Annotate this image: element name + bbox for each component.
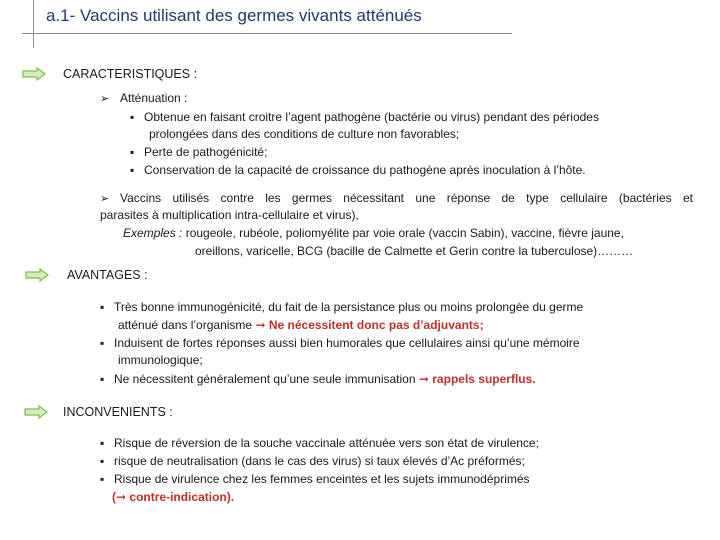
no-adjuvants-emphasis: Ne nécessitent donc pas d’adjuvants; (268, 318, 484, 332)
characteristics-heading: CARACTERISTIQUES : (63, 67, 198, 81)
chevron-right-icon: ➢ (100, 93, 110, 105)
contraindication-emphasis: contre-indication). (126, 490, 235, 504)
list-item: ▪ Très bonne immunogénicité, du fait de la persistance plus ou moins prolongée du germe (100, 300, 584, 314)
arrow-right-icon (22, 67, 46, 81)
bullet-icon: ▪ (100, 436, 105, 450)
boosters-emphasis: rappels superflus. (432, 372, 536, 386)
arrow-right-icon (25, 268, 49, 282)
list-item-continuation: atténué dans l’organisme ➞ Ne nécessitent donc pas d’adjuvants; (118, 318, 484, 332)
bullet-icon: ▪ (100, 454, 105, 468)
list-item: ▪ Perte de pathogénicité; (130, 145, 268, 159)
right-arrow-icon: ➞ (418, 372, 429, 386)
right-arrow-icon: ➞ (255, 318, 266, 332)
chevron-right-icon: ➢ (100, 193, 110, 205)
bullet-icon: ▪ (100, 300, 105, 314)
list-item-continuation: prolongées dans des conditions de culture non favorables; (149, 127, 460, 141)
bullet-icon: ▪ (130, 145, 135, 159)
bullet-icon: ▪ (100, 472, 105, 486)
bullet-icon: ▪ (130, 163, 135, 177)
page-title: a.1- Vaccins utilisant des germes vivants atténués (46, 6, 422, 25)
list-item: ▪ risque de neutralisation (dans le cas des virus) si taux élevés d’Ac préformés; (100, 454, 525, 468)
attenuation-label: ➢ Atténuation : (100, 90, 187, 108)
title-underline (22, 33, 512, 34)
examples-label: Exemples : (123, 226, 183, 240)
right-arrow-icon: ➞ (116, 490, 127, 504)
list-item: ▪ Conservation de la capacité de croissance du pathogène après inoculation à l’hôte. (130, 163, 586, 177)
usage-paragraph-continuation: parasites à multiplication intra-cellulaire et virus), (100, 208, 359, 222)
usage-paragraph: ➢ Vaccins utilisés contre les germes nécessitant une réponse de type cellulaire (bactéries et (100, 190, 693, 208)
list-item: ▪ Risque de virulence chez les femmes enceintes et les sujets immunodéprimés (100, 472, 530, 486)
bullet-icon: ▪ (100, 336, 105, 350)
examples-line: Exemples : rougeole, rubéole, poliomyélite par voie orale (vaccin Sabin), vaccine, fièvre jaune, (123, 226, 624, 240)
arrow-right-icon (24, 405, 48, 419)
list-item: ▪ Obtenue en faisant croitre l’agent pathogène (bactérie ou virus) pendant des périodes (130, 110, 599, 124)
list-item-continuation: immunologique; (118, 353, 203, 367)
examples-line-continuation: oreillons, varicelle, BCG (bacille de Calmette et Gerin contre la tuberculose)……… (195, 244, 634, 258)
list-item: ▪ Ne nécessitent généralement qu’une seule immunisation ➞ rappels superflus. (100, 372, 536, 386)
contraindication-line: (➞ contre-indication). (112, 490, 235, 504)
bullet-icon: ▪ (100, 372, 105, 386)
title-vertical-rule (33, 0, 34, 48)
bullet-icon: ▪ (130, 110, 135, 124)
drawbacks-heading: INCONVENIENTS : (63, 405, 173, 419)
advantages-heading: AVANTAGES : (67, 268, 148, 282)
list-item: ▪ Induisent de fortes réponses aussi bien humorales que cellulaires ainsi qu’une mémoire (100, 336, 580, 350)
list-item: ▪ Risque de réversion de la souche vaccinale atténuée vers son état de virulence; (100, 436, 539, 450)
